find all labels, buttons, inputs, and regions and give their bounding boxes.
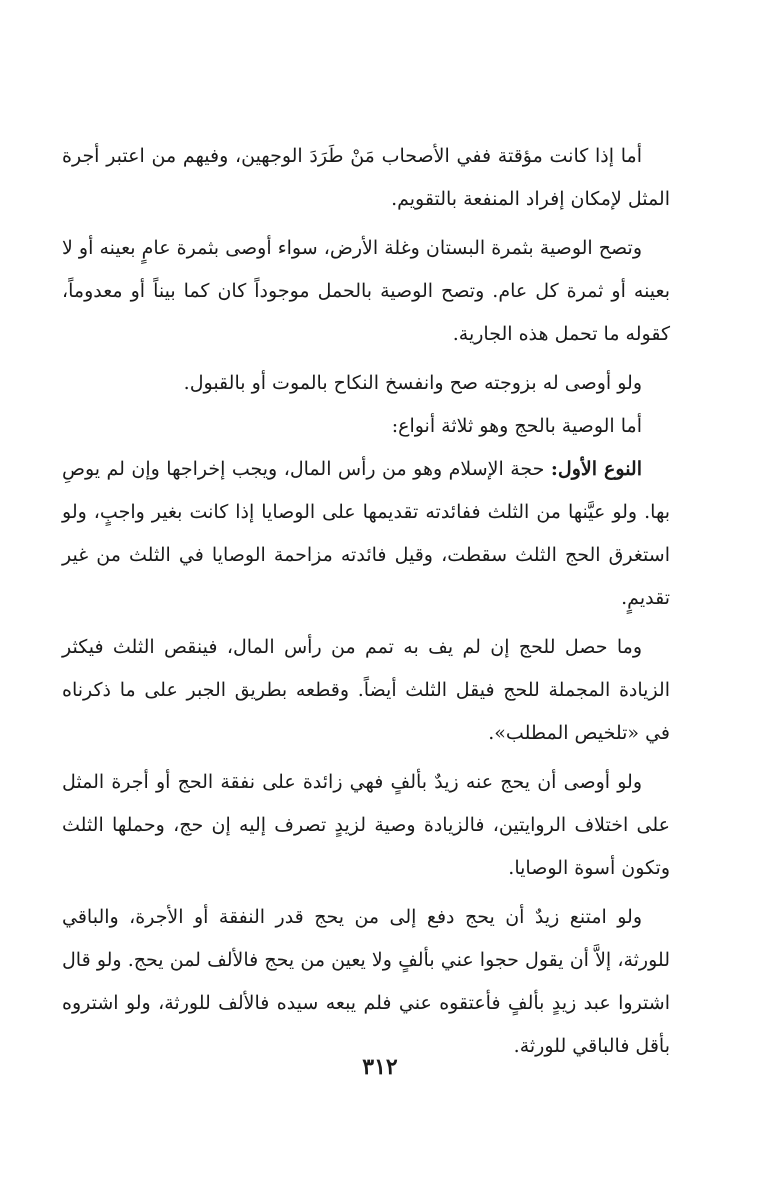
paragraph-4: أما الوصية بالحج وهو ثلاثة أنواع: bbox=[391, 415, 642, 437]
page-number: ٣١٢ bbox=[362, 1054, 398, 1080]
paragraph-first-type bbox=[62, 448, 670, 620]
paragraph-6: ولو أوصى أن يحج عنه زيدٌ بألفٍ فهي زائدة على نفقة الحج أو أجرة المثل على اختلاف الروايتين، فالزيادة وصية لزيدٍ تصرف إليه إن حج، وحملها الثلث وتكون أسوة الوصايا. bbox=[62, 771, 670, 879]
body-text bbox=[62, 135, 670, 1068]
paragraph-3: ولو أوصى له بزوجته صح وانفسخ النكاح بالموت أو بالقبول. bbox=[183, 372, 642, 394]
first-type-heading: النوع الأول: bbox=[550, 458, 642, 480]
first-type-text: حجة الإسلام وهو من رأس المال، ويجب إخراجها وإن لم يوصِ بها. ولو عيَّنها من الثلث ففائدته تقديمها على الوصايا إذا كانت بغير واجبٍ، ولو استغرق الحج الثلث سقطت، وقيل فائدته مزاحمة الوصايا في الثلث من غير تقديمٍ. bbox=[62, 458, 670, 609]
paragraph-7: ولو امتنع زيدٌ أن يحج دفع إلى من يحج قدر النفقة أو الأجرة، والباقي للورثة، إلاَّ أن يقول حجوا عني بألفٍ ولا يعين من يحج فالألف لمن يحج. ولو قال اشتروا عبد زيدٍ بألفٍ فأعتقوه عني فلم يبعه سيده فالألف للورثة، ولو اشتروه بأقل فالباقي للورثة. bbox=[62, 906, 670, 1057]
paragraph-5: وما حصل للحج إن لم يف به تمم من رأس المال، فينقص الثلث فيكثر الزيادة المجملة للحج فيقل الثلث أيضاً. وقطعه بطريق الجبر على ما ذكرناه في «تلخيص المطلب». bbox=[62, 636, 670, 744]
paragraph-2: وتصح الوصية بثمرة البستان وغلة الأرض، سواء أوصى بثمرة عامٍ بعينه أو لا بعينه أو ثمرة كل عام. وتصح الوصية بالحمل موجوداً كان كما بيناً أو معدوماً، كقوله ما تحمل هذه الجارية. bbox=[62, 237, 670, 345]
paragraph-1: أما إذا كانت مؤقتة ففي الأصحاب مَنْ طَرَدَ الوجهين، وفيهم من اعتبر أجرة المثل لإمكان إفراد المنفعة بالتقويم. bbox=[62, 145, 670, 210]
